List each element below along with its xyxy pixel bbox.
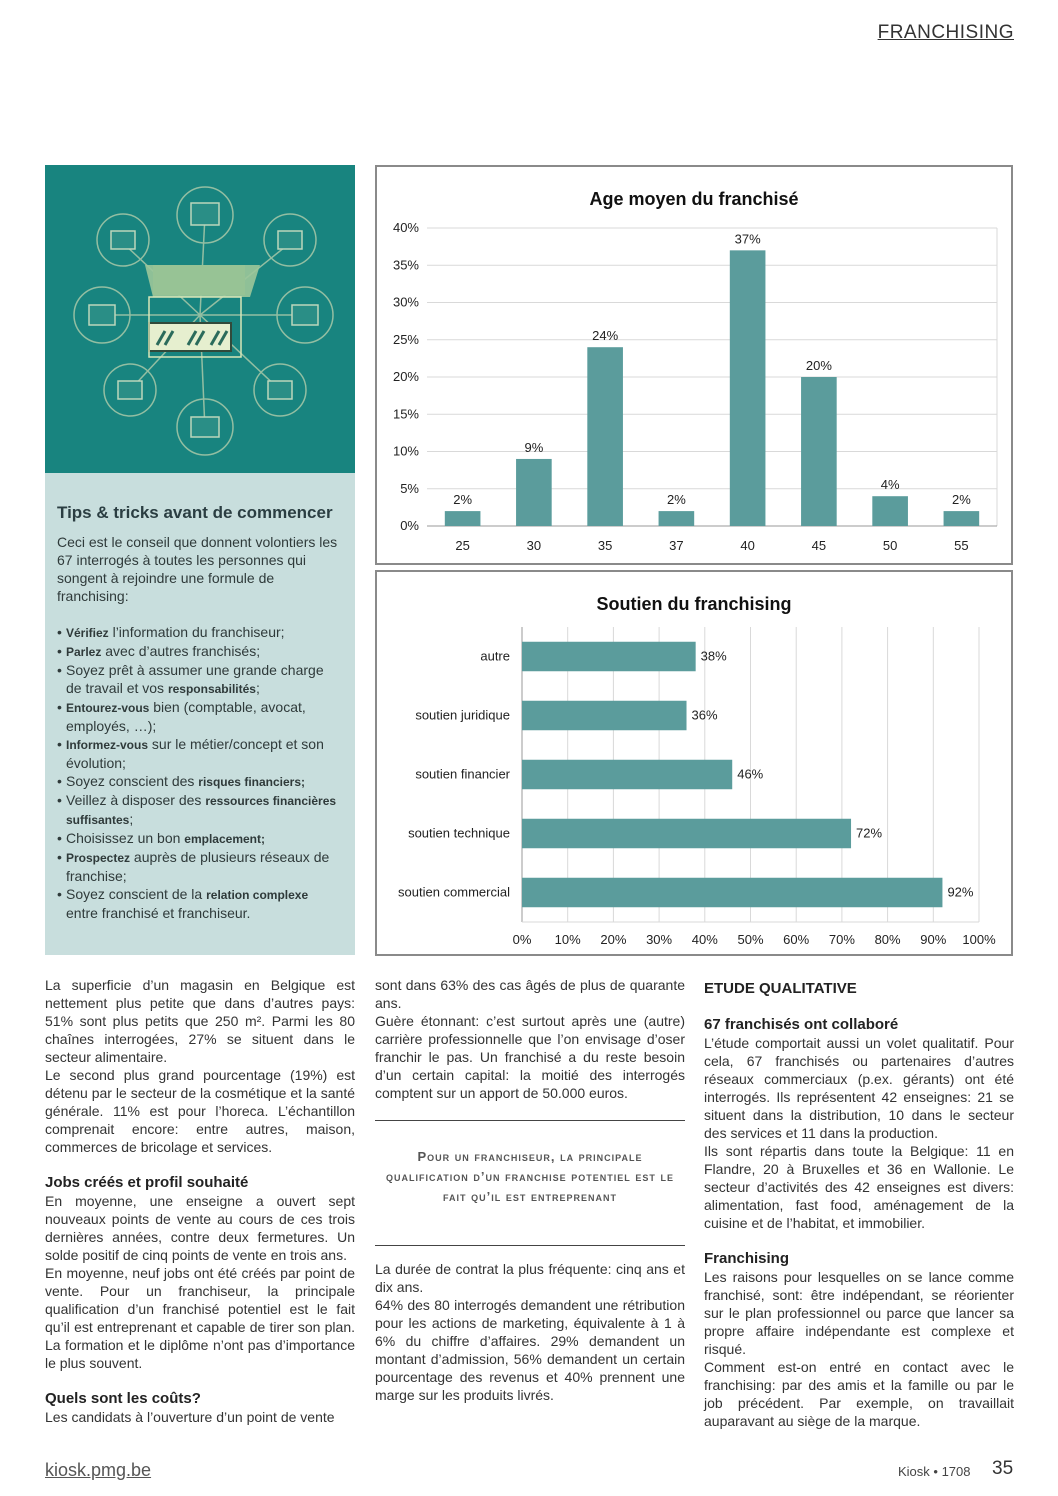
data-label: 2%: [951, 492, 971, 508]
x-tick-label: 50: [882, 538, 898, 553]
chart-title: Soutien du franchising: [596, 594, 792, 614]
data-label: 92%: [947, 884, 974, 900]
section-label: FRANCHISING: [877, 22, 1014, 43]
x-tick-label: 100%: [962, 932, 996, 947]
paragraph: Le second plus grand pourcentage (19%) est détenu par le secteur de la cosmétique et la santé générale. 11% est pour l’horeca. L’échantillon comprenait encore: entre autres, maison, commerces de bricolage et services.: [45, 1067, 355, 1155]
subheading: ETUDE QUALITATIVE: [704, 980, 857, 997]
x-tick-label: 0%: [512, 932, 532, 947]
x-tick-label: 35: [597, 538, 613, 553]
bar: [522, 642, 696, 672]
tips-item: • Soyez conscient de la relation complexe entre franchisé et franchiseur.: [57, 885, 341, 922]
chart-title: Age moyen du franchisé: [589, 189, 799, 209]
data-label: 38%: [700, 648, 727, 664]
support-chart: [375, 570, 1013, 956]
data-label: 9%: [524, 439, 544, 455]
paragraph: La superficie d’un magasin en Belgique est nettement plus petite que dans d’autres pays: 51% sont plus petits que 250 m². Parmi les 80 chaînes interrogées, 27% se situent dans le secteur alimentaire.: [45, 977, 355, 1065]
tips-item: • Entourez-vous bien (comptable, avocat, employés, …);: [57, 698, 341, 735]
subheading: Franchising: [704, 1250, 790, 1267]
bar: [522, 701, 687, 731]
y-tick-label: 0%: [400, 518, 419, 533]
y-tick-label: 5%: [400, 480, 419, 496]
text-column-1: [45, 976, 355, 1426]
paragraph: sont dans 63% des cas âgés de plus de quarante ans.: [375, 977, 685, 1011]
data-label: 20%: [805, 358, 832, 373]
footer-site-link[interactable]: kiosk.pmg.be: [45, 1460, 152, 1480]
bar: [730, 250, 766, 526]
paragraph: Les candidats à l’ouverture d’un point de vente: [45, 1409, 335, 1425]
tips-item: • Informez-vous sur le métier/concept et son évolution;: [57, 735, 341, 772]
paragraph: 64% des 80 interrogés demandent une rétribution pour les actions de marketing, équivalente à 1 à 6% du chiffre d’affaires. 29% demandent un montant d’admission, 56% demandent un certain pourcentage des revenus et 40% prennent une marge sur les produits livrés.: [375, 1297, 685, 1403]
age-chart-svg: [377, 167, 1011, 563]
subheading: Jobs créés et profil souhaité: [45, 1174, 249, 1191]
x-tick-label: 20%: [600, 932, 627, 947]
tips-title: Tips & tricks avant de commencer: [57, 503, 333, 522]
data-label: 24%: [592, 328, 619, 344]
x-tick-label: 25: [455, 538, 470, 553]
footer-magazine: Kiosk • 1708: [898, 1464, 971, 1479]
data-label: 46%: [737, 766, 764, 782]
y-tick-label: 40%: [392, 220, 419, 235]
bar: [522, 878, 942, 908]
x-tick-label: 45: [811, 538, 827, 553]
paragraph: En moyenne, neuf jobs ont été créés par point de vente. Pour un franchiseur, la principale qualification d’un franchisé potentiel est le fait qu’il est entreprenant et capable de tirer son plan. La formation et le diplôme n’ont pas d’importance le plus souvent.: [45, 1265, 355, 1371]
y-tick-label: autre: [480, 648, 510, 664]
paragraph: La durée de contrat la plus fréquente: cinq ans et dix ans.: [375, 1261, 685, 1295]
x-tick-label: 40%: [691, 932, 718, 947]
y-tick-label: 30%: [392, 294, 419, 310]
support-chart-svg: [377, 572, 1011, 954]
x-tick-label: 70%: [828, 932, 855, 947]
data-label: 2%: [453, 492, 473, 508]
bar: [801, 377, 837, 526]
tips-intro: Ceci est le conseil que donnent volontiers les 67 interrogés à toutes les personnes qui songent à rejoindre une formule de franchising:: [57, 534, 338, 604]
data-label: 36%: [691, 707, 718, 723]
x-tick-label: 10%: [554, 932, 581, 947]
x-tick-label: 37: [669, 538, 684, 553]
bar: [522, 819, 851, 849]
bar: [944, 511, 980, 526]
y-tick-label: soutien juridique: [415, 707, 510, 723]
data-label: 72%: [856, 825, 883, 841]
bar: [659, 511, 695, 526]
data-label: 4%: [880, 477, 900, 493]
tips-item: • Choisissez un bon emplacement;: [57, 829, 341, 848]
data-label: 37%: [734, 231, 761, 247]
tips-panel: [45, 473, 355, 955]
y-tick-label: soutien technique: [408, 825, 510, 841]
tips-item: • Parlez avec d’autres franchisés;: [57, 642, 341, 661]
tips-item: • Prospectez auprès de plusieurs réseaux de franchise;: [57, 848, 341, 885]
bar: [872, 496, 908, 526]
subheading: 67 franchisés ont collaboré: [704, 1016, 899, 1033]
age-chart: [375, 165, 1013, 565]
paragraph: En moyenne, une enseigne a ouvert sept nouveaux points de vente au cours de ces trois dernières années, contre deux fermetures. Un solde positif de cinq points de vente en trois ans.: [45, 1193, 355, 1263]
x-tick-label: 55: [954, 538, 969, 553]
x-tick-label: 80%: [874, 932, 901, 947]
bar: [587, 347, 623, 526]
tips-list: [57, 623, 341, 922]
y-tick-label: soutien financier: [415, 766, 510, 782]
paragraph: Guère étonnant: c’est surtout après une (autre) carrière professionnelle que l’on envisage d’oser franchir le pas. Un franchisé a du reste besoin d’un certain capital: la moitié des interrogés comptent sur un apport de 50.000 euros.: [375, 1013, 685, 1101]
tips-item: • Soyez prêt à assumer une grande charge de travail et vos responsabilités;: [57, 661, 341, 698]
tips-item: • Vérifiez l’information du franchiseur;: [57, 623, 341, 642]
text-column-3: [704, 976, 1014, 1430]
paragraph: L’étude comportait aussi un volet qualitatif. Pour cela, 67 franchisés ou partenaires d’autres réseaux commerciaux (p.ex. gérants) ont été interrogés. Ils représentent 42 enseignes: 21 se situent dans la distribution, 10 dans le secteur des services et 11 dans la production.: [704, 1035, 1014, 1141]
y-tick-label: soutien commercial: [398, 884, 510, 900]
shop-network-icon: [45, 165, 355, 473]
pull-quote: [375, 1120, 685, 1246]
tips-item: • Soyez conscient des risques financiers;: [57, 772, 341, 791]
pull-quote-text: Pour un franchiseur, la principale qualification d’un franchise potentiel est le fait qu’il est entreprenant: [385, 1149, 674, 1204]
paragraph: Les raisons pour lesquelles on se lance comme franchisé, sont: être indépendant, se réorienter sur le plan professionnel ou parce que lancer sa propre affaire indépendante est complexe et risqué.: [704, 1269, 1014, 1357]
x-tick-label: 30%: [646, 932, 673, 947]
x-tick-label: 60%: [783, 932, 810, 947]
y-tick-label: 25%: [392, 331, 419, 347]
franchise-network-illustration: [45, 165, 355, 473]
x-tick-label: 90%: [920, 932, 947, 947]
bar: [522, 760, 732, 790]
bar: [445, 511, 481, 526]
y-tick-label: 15%: [392, 406, 419, 422]
y-tick-label: 10%: [392, 443, 419, 459]
x-tick-label: 40: [740, 538, 755, 553]
text-column-2: [375, 976, 685, 1404]
bar: [516, 459, 552, 526]
paragraph: Ils sont répartis dans toute la Belgique: 11 en Flandre, 20 à Bruxelles et 36 en Wallonie. Le secteur d’activités des 42 enseignes est divers: alimentation, fast food, aménagement de la cuisine et de l’habitat, et immobilier.: [704, 1143, 1014, 1231]
x-tick-label: 50%: [737, 932, 764, 947]
paragraph: Comment est-on entré en contact avec le franchising: par des amis et la famille ou par le job précédent. Par exemple, on travaillait auparavant au siège de la marque.: [704, 1359, 1014, 1429]
y-tick-label: 20%: [392, 369, 419, 384]
data-label: 2%: [666, 492, 686, 508]
subheading: Quels sont les coûts?: [45, 1390, 201, 1407]
x-tick-label: 30: [526, 538, 542, 553]
y-tick-label: 35%: [392, 257, 419, 273]
page-number: 35: [992, 1458, 1014, 1479]
tips-item: • Veillez à disposer des ressources financières suffisantes;: [57, 791, 341, 829]
